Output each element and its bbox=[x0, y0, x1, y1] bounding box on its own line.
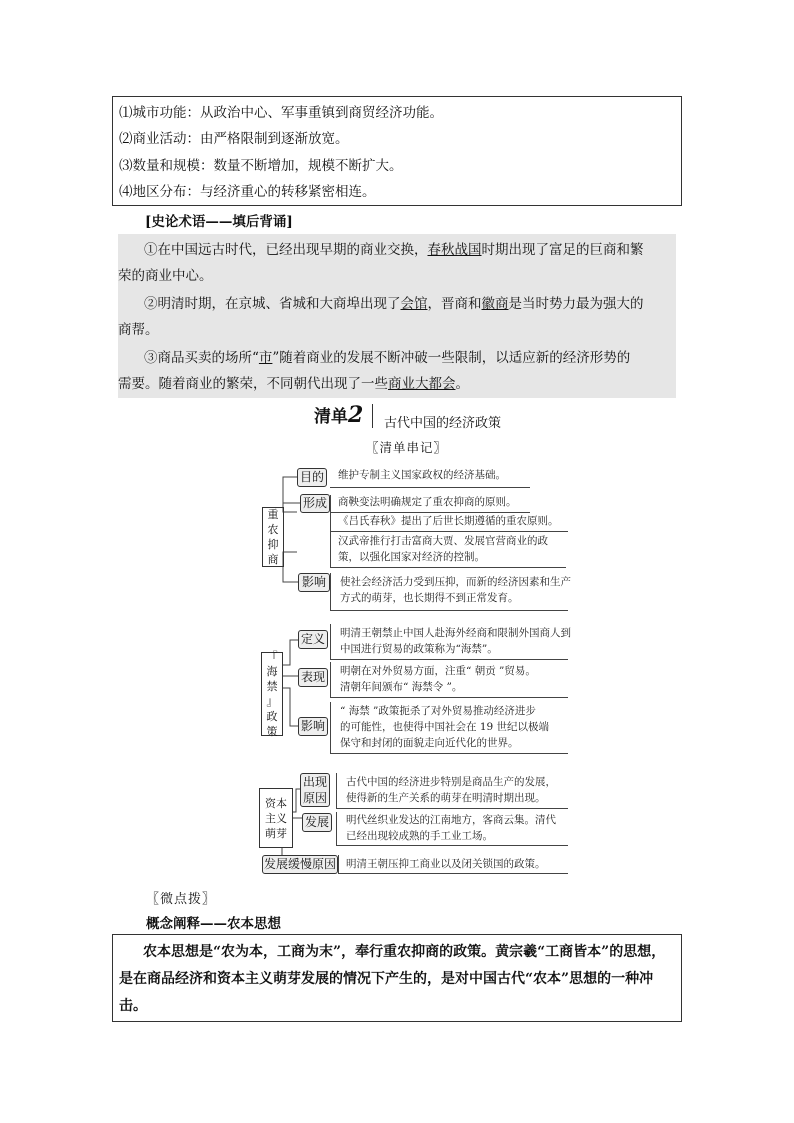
summary-line-3: ⑶数量和规模：数量不断增加，规模不断扩大。 bbox=[119, 158, 403, 174]
text-xingcheng-1: 商鞅变法明确规定了重农抑商的原则。 bbox=[338, 496, 517, 508]
underline bbox=[330, 697, 568, 698]
text-xingcheng-2: 《吕氏春秋》提出了后世长期遵循的重农原则。 bbox=[338, 515, 559, 527]
underline bbox=[330, 659, 568, 660]
text-biaoxian-a: 明朝在对外贸易方面，注重“ 朝贡 ”贸易。 bbox=[340, 665, 536, 677]
underline bbox=[330, 487, 530, 488]
underline bbox=[338, 873, 568, 874]
box-char: 『 bbox=[266, 650, 278, 663]
underline bbox=[330, 512, 530, 513]
text-yingxiang-2c: 保守和封闭的面貌走向近代化的世界。 bbox=[340, 737, 519, 749]
section-number: 2 bbox=[348, 402, 364, 428]
topic-box-zibenzhuyi bbox=[259, 788, 293, 848]
concept-line-2: 是在商品经济和资本主义萌芽发展的情况下产生的，是对中国古代“农本”思想的一种冲 bbox=[119, 971, 654, 987]
text-fazhan-b: 已经出现较成熟的手工业工场。 bbox=[346, 830, 493, 842]
blank-answer: 春秋战国 bbox=[427, 242, 482, 258]
text-xingcheng-3a: 汉武帝推行打击富商大贾、发展官营商业的政 bbox=[338, 535, 548, 547]
section-tag: 〖清单串记〗 bbox=[366, 440, 448, 455]
text-dingyi-a: 明清王朝禁止中国人赴海外经商和限制外国商人到 bbox=[340, 627, 571, 639]
label-chuxian-yuanyin bbox=[300, 773, 330, 807]
text-yingxiang-1b: 方式的萌芽，也长期得不到正常发育。 bbox=[340, 592, 519, 604]
text-dingyi-b: 中国进行贸易的政策称为“海禁”。 bbox=[340, 643, 498, 655]
box-char: 商 bbox=[267, 553, 279, 566]
text-yingxiang-2a: “ 海禁 ”政策扼杀了对外贸易推动经济进步 bbox=[340, 705, 536, 717]
text-huanman: 明清王朝压抑工商业以及闭关锁国的政策。 bbox=[346, 858, 546, 870]
text-yingxiang-2b: 的可能性，也使得中国社会在 19 世纪以极端 bbox=[340, 721, 550, 733]
label-dingyi: 定义 bbox=[298, 630, 328, 649]
bracket-line bbox=[330, 662, 331, 698]
summary-line-4: ⑷地区分布：与经济重心的转移紧密相连。 bbox=[119, 184, 376, 200]
box-char: 抑 bbox=[267, 538, 279, 551]
blank-answer: 商业大都会 bbox=[388, 376, 456, 392]
label-xingcheng: 形成 bbox=[300, 494, 330, 513]
text: ，晋商和 bbox=[427, 296, 482, 312]
box-char: 萌芽 bbox=[265, 826, 287, 840]
box-char: 主义 bbox=[265, 811, 287, 825]
label-line: 出现 bbox=[302, 775, 327, 789]
concept-line-3: 击。 bbox=[119, 998, 147, 1014]
box-char: 海 bbox=[266, 665, 278, 678]
label-yingxiang-1: 影响 bbox=[298, 573, 330, 592]
label-mudi: 目的 bbox=[297, 468, 327, 487]
section-label: 清单 bbox=[314, 407, 348, 427]
weidian-tag: 〖微点拨〗 bbox=[146, 892, 217, 907]
underline bbox=[336, 808, 568, 809]
label-biaoxian: 表现 bbox=[298, 668, 328, 687]
box-char: 政 bbox=[266, 710, 278, 723]
label-fazhan: 发展 bbox=[302, 813, 332, 832]
text: 是当时势力最为强大的 bbox=[508, 296, 644, 312]
label-yingxiang-2: 影响 bbox=[298, 717, 328, 736]
text: ”随着商业的发展不断冲破一些限制，以适应新的经济形势的 bbox=[272, 350, 631, 366]
text-mudi: 维护专制主义国家政权的经济基础。 bbox=[338, 469, 506, 481]
underline bbox=[336, 845, 568, 846]
concept-box bbox=[112, 934, 682, 1022]
underline bbox=[330, 567, 566, 568]
concept-title: 概念阐释——农本思想 bbox=[146, 916, 281, 932]
policy-box-haijin bbox=[261, 652, 283, 736]
summary-line-2: ⑵商业活动：由严格限制到逐渐放宽。 bbox=[119, 131, 349, 147]
text-xingcheng-3b: 策，以强化国家对经济的控制。 bbox=[338, 551, 485, 563]
concept-line-1: 农本思想是“农为本，工商为末”，奉行重农抑商的政策。黄宗羲“工商皆本”的思想， bbox=[143, 944, 666, 960]
bracket-line bbox=[336, 773, 337, 809]
bracket-line bbox=[330, 702, 331, 754]
term-1-line-2: 荣的商业中心。 bbox=[118, 268, 213, 284]
text-fazhan-a: 明代丝织业发达的江南地方，客商云集。清代 bbox=[346, 814, 556, 826]
text-chuxian-b: 使得新的生产关系的萌芽在明清时期出现。 bbox=[346, 792, 546, 804]
text: 时期出现了富足的巨商和繁 bbox=[481, 242, 644, 258]
text: ③商品买卖的场所“ bbox=[144, 350, 259, 366]
bracket-line bbox=[336, 812, 337, 846]
terms-title: [史论术语——填后背诵] bbox=[145, 214, 293, 230]
summary-line-1: ⑴城市功能：从政治中心、军事重镇到商贸经济功能。 bbox=[119, 105, 443, 121]
label-line: 原因 bbox=[302, 791, 327, 805]
box-char: 重 bbox=[267, 508, 279, 521]
section-subtitle: 古代中国的经济政策 bbox=[384, 416, 502, 431]
box-char: 策 bbox=[266, 725, 278, 738]
blank-answer: 会馆 bbox=[400, 296, 428, 312]
underline bbox=[330, 610, 568, 611]
text-yingxiang-1a: 使社会经济活力受到压抑，而新的经济因素和生产 bbox=[340, 576, 571, 588]
text: ①在中国远古时代，已经出现早期的商业交换， bbox=[144, 242, 428, 258]
box-char: 禁 bbox=[266, 680, 278, 693]
text: ②明清时期，在京城、省城和大商埠出现了 bbox=[144, 296, 401, 312]
box-char: 资本 bbox=[265, 796, 287, 810]
bracket-line bbox=[338, 855, 339, 874]
bracket-line bbox=[330, 573, 331, 610]
text-biaoxian-b: 清朝年间颁布“ 海禁令 ”。 bbox=[340, 681, 463, 693]
underline bbox=[330, 531, 568, 532]
label-huanman-yuanyin: 发展缓慢原因 bbox=[262, 855, 338, 874]
box-char: 农 bbox=[267, 523, 279, 536]
policy-box-zhongnong bbox=[262, 507, 284, 567]
underline bbox=[330, 753, 568, 754]
blank-answer: 徽商 bbox=[481, 296, 509, 312]
text: 需要。随着商业的繁荣，不同朝代出现了一些 bbox=[118, 376, 388, 392]
blank-answer: 市 bbox=[258, 350, 273, 366]
text: 。 bbox=[455, 376, 469, 392]
bracket-line bbox=[330, 624, 331, 660]
term-2-line-2: 商帮。 bbox=[118, 322, 159, 338]
text-chuxian-a: 古代中国的经济进步特别是商品生产的发展， bbox=[346, 776, 556, 788]
box-char: 』 bbox=[266, 695, 278, 708]
